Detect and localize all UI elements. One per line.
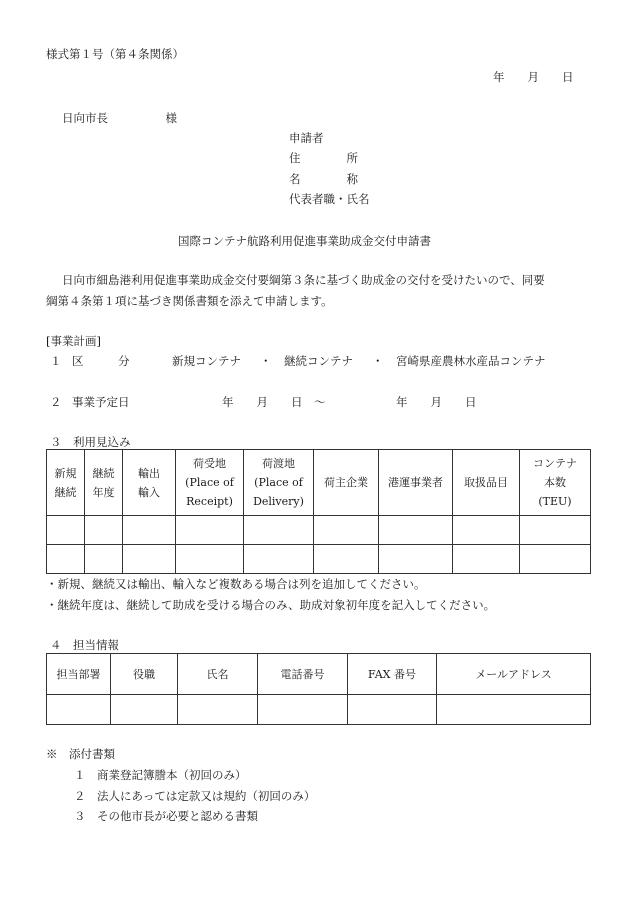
usage-header-row (47, 450, 591, 516)
contact-header-department: 担当部署 (47, 654, 111, 695)
usage-cell[interactable] (123, 545, 176, 574)
intro-line-1: 日向市細島港利用促進事業助成金交付要綱第３条に基づく助成金の交付を受けたいので、同要 (62, 273, 545, 287)
contact-header-row (47, 654, 591, 695)
category-separator-1: ・ (260, 354, 272, 368)
category-option-continued: 継続コンテナ (284, 354, 353, 368)
usage-cell[interactable] (47, 545, 85, 574)
contact-input-row (47, 695, 591, 725)
applicant-representative: 代表者職・氏名 (289, 192, 370, 206)
applicant-label: 申請者 (289, 131, 324, 145)
schedule-to: 年 月 日 (396, 395, 477, 409)
contact-header-fax: FAX 番号 (348, 654, 437, 695)
schedule-label: 事業予定日 (72, 395, 130, 409)
form-number: 様式第１号（第４条関係） (46, 47, 184, 61)
attachments-heading: ※ 添付書類 (46, 747, 115, 761)
attachment-item: １ 商業登記簿謄本（初回のみ） (74, 768, 247, 782)
addressee: 日向市長 様 (62, 111, 177, 125)
contact-header-position: 役職 (111, 654, 178, 695)
usage-header-new-continued: 新規 継続 (47, 450, 85, 516)
usage-cell[interactable] (314, 516, 379, 545)
usage-note-1: ・新規、継続又は輸出、輸入など複数ある場合は列を追加してください。 (46, 577, 426, 591)
category-label: 区 分 (72, 354, 130, 368)
contact-cell[interactable] (258, 695, 348, 725)
intro-line-2: 綱第４条第１項に基づき関係書類を添えて申請します。 (46, 294, 333, 308)
contact-cell[interactable] (437, 695, 591, 725)
usage-cell[interactable] (176, 516, 244, 545)
usage-cell[interactable] (453, 545, 520, 574)
usage-cell[interactable] (85, 516, 123, 545)
usage-header-place-of-receipt: 荷受地 (Place of Receipt) (176, 450, 244, 516)
schedule-from: 年 月 日 ～ (222, 395, 326, 409)
contact-table (46, 653, 591, 725)
usage-cell[interactable] (314, 545, 379, 574)
applicant-address: 住 所 (289, 151, 358, 165)
usage-input-row (47, 516, 591, 545)
schedule-number: ２ (50, 395, 62, 409)
usage-cell[interactable] (123, 516, 176, 545)
usage-header-shipper: 荷主企業 (314, 450, 379, 516)
usage-header-port-operator: 港運事業者 (379, 450, 453, 516)
usage-cell[interactable] (244, 516, 314, 545)
contact-cell[interactable] (178, 695, 258, 725)
category-number: １ (50, 354, 62, 368)
usage-cell[interactable] (244, 545, 314, 574)
usage-header-commodity: 取扱品目 (453, 450, 520, 516)
usage-note-2: ・継続年度は、継続して助成を受ける場合のみ、助成対象初年度を記入してください。 (46, 598, 496, 612)
usage-cell[interactable] (379, 545, 453, 574)
contact-header-name: 氏名 (178, 654, 258, 695)
document-title: 国際コンテナ航路利用促進事業助成金交付申請書 (178, 234, 431, 248)
contact-cell[interactable] (111, 695, 178, 725)
attachment-item: ３ その他市長が必要と認める書類 (74, 809, 258, 823)
usage-header-place-of-delivery: 荷渡地 (Place of Delivery) (244, 450, 314, 516)
category-option-miyazaki: 宮崎県産農林水産品コンテナ (396, 354, 546, 368)
contact-cell[interactable] (348, 695, 437, 725)
usage-cell[interactable] (453, 516, 520, 545)
usage-header-export-import: 輸出 輸入 (123, 450, 176, 516)
attachment-item: ２ 法人にあっては定款又は規約（初回のみ） (74, 789, 316, 803)
plan-heading: [事業計画] (46, 334, 101, 348)
applicant-name: 名 称 (289, 172, 358, 186)
contact-heading: ４ 担当情報 (50, 638, 119, 652)
contact-cell[interactable] (47, 695, 111, 725)
usage-table (46, 449, 591, 574)
usage-cell[interactable] (47, 516, 85, 545)
usage-header-continued-year: 継続 年度 (85, 450, 123, 516)
contact-header-email: メールアドレス (437, 654, 591, 695)
usage-cell[interactable] (520, 516, 591, 545)
usage-cell[interactable] (379, 516, 453, 545)
usage-cell[interactable] (520, 545, 591, 574)
date-line: 年 月 日 (493, 70, 574, 84)
usage-cell[interactable] (85, 545, 123, 574)
category-option-new: 新規コンテナ (172, 354, 241, 368)
usage-heading: ３ 利用見込み (50, 435, 131, 449)
usage-header-container-count: コンテナ 本数 (TEU) (520, 450, 591, 516)
category-separator-2: ・ (372, 354, 384, 368)
contact-header-phone: 電話番号 (258, 654, 348, 695)
usage-input-row (47, 545, 591, 574)
usage-cell[interactable] (176, 545, 244, 574)
